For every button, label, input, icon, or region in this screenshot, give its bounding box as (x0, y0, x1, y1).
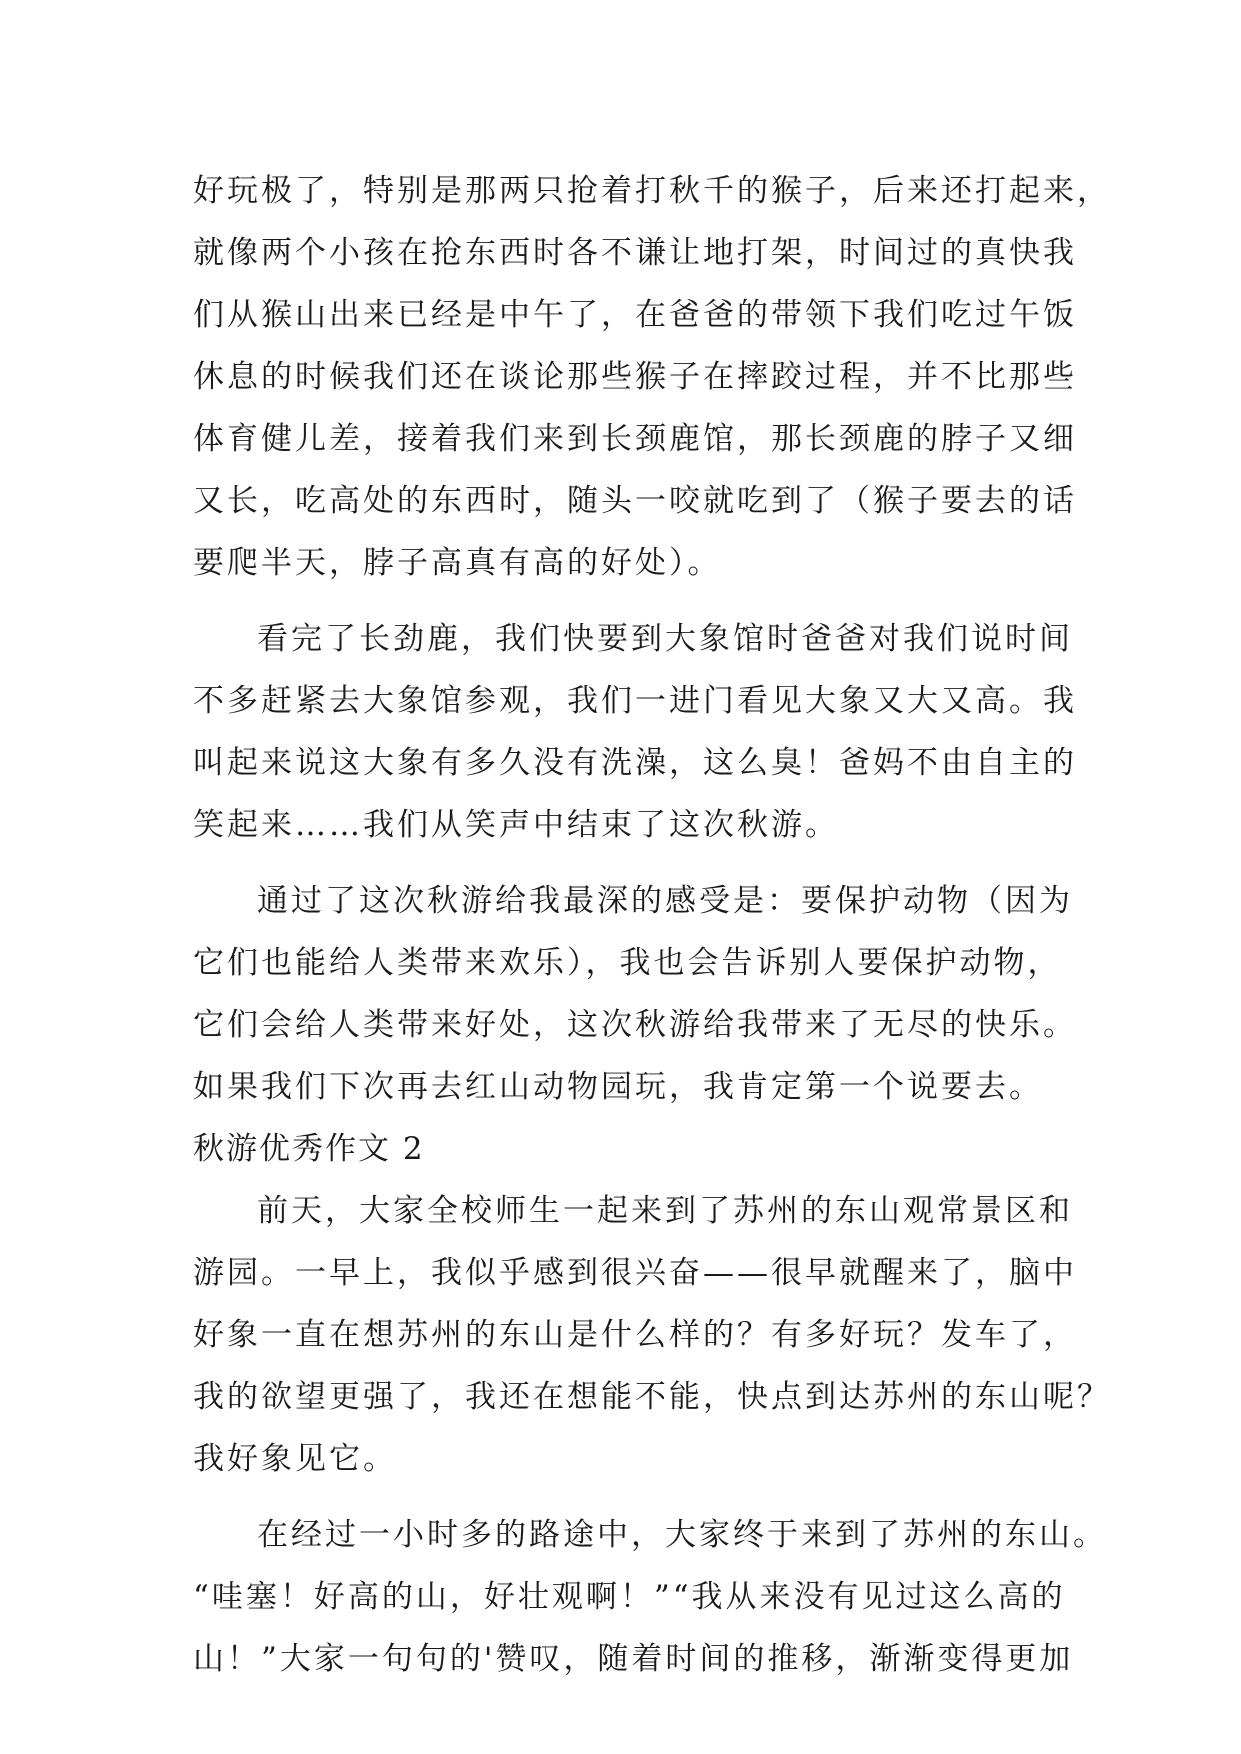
text-line: 好玩极了，特别是那两只抢着打秋千的猴子，后来还打起来， (193, 173, 1111, 209)
text-line: 山！”大家一句句的'赞叹，随着时间的推移，渐渐变得更加 (193, 1641, 1074, 1677)
document-body (193, 160, 1111, 1690)
text-line: 如果我们下次再去红山动物园玩，我肯定第一个说要去。 (193, 1069, 1043, 1105)
text-line: 不多赶紧去大象馆参观，我们一进门看见大象又大又高。我 (193, 683, 1077, 719)
section-heading: 秋游优秀作文 2 (193, 1131, 425, 1167)
text-line: 在经过一小时多的路途中，大家终于来到了苏州的东山。 (257, 1517, 1107, 1553)
text-line: 们从猴山出来已经是中午了，在爸爸的带领下我们吃过午饭 (193, 297, 1077, 333)
paragraph-3 (193, 870, 1077, 1118)
text-line: 看完了长劲鹿，我们快要到大象馆时爸爸对我们说时间 (257, 621, 1073, 657)
text-line: 休息的时候我们还在谈论那些猴子在摔跤过程，并不比那些 (193, 359, 1077, 395)
text-line: 就像两个小孩在抢东西时各不谦让地打架，时间过的真快我 (193, 235, 1077, 271)
paragraph-1 (193, 160, 1111, 594)
text-line: 体育健儿差，接着我们来到长颈鹿馆，那长颈鹿的脖子又细 (193, 421, 1077, 457)
text-line: 它们也能给人类带来欢乐），我也会告诉别人要保护动物， (193, 945, 1062, 981)
paragraph-4 (193, 1180, 1111, 1490)
text-line: 叫起来说这大象有多久没有洗澡，这么臭！爸妈不由自主的 (193, 745, 1077, 781)
paragraph-2 (193, 608, 1077, 856)
text-line: 要爬半天，脖子高真有高的好处）。 (193, 545, 722, 581)
text-line: 通过了这次秋游给我最深的感受是：要保护动物（因为 (257, 883, 1073, 919)
text-line: 游园。一早上，我似乎感到很兴奋——很早就醒来了，脑中 (193, 1255, 1077, 1291)
text-line: 它们会给人类带来好处，这次秋游给我带来了无尽的快乐。 (193, 1007, 1077, 1043)
text-line: 又长，吃高处的东西时，随头一咬就吃到了（猴子要去的话 (193, 483, 1077, 519)
text-line: 我的欲望更强了，我还在想能不能，快点到达苏州的东山呢？ (193, 1379, 1111, 1415)
text-line: 我好象见它。 (193, 1441, 397, 1477)
text-line: 笑起来……我们从笑声中结束了这次秋游。 (193, 807, 839, 843)
text-line: 好象一直在想苏州的东山是什么样的？有多好玩？发车了， (193, 1317, 1077, 1353)
text-line: 前天，大家全校师生一起来到了苏州的东山观常景区和 (257, 1193, 1073, 1229)
section-title (193, 1118, 1073, 1180)
paragraph-5 (193, 1504, 1107, 1690)
text-line: “哇塞！好高的山，好壮观啊！”“我从来没有见过这么高的 (193, 1579, 1066, 1615)
